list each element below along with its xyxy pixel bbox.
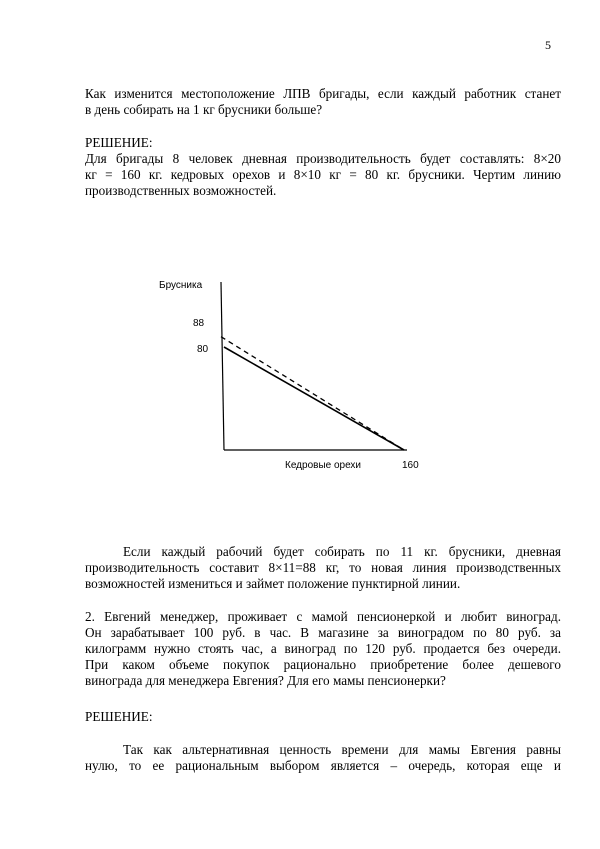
solution2-line-2: нулю, то ее рациональным выбором является – очередь, которая еще и [85,758,561,773]
x-axis-label: Кедровые орехи [285,460,362,471]
problem2-line-1: 2. Евгений менеджер, проживает с мамой пенсионеркой и любит виноград. [85,609,561,624]
problem2-line-5: винограда для менеджера Евгения? Для его мамы пенсионерки? [85,673,446,688]
solution2-paragraph [85,742,561,774]
solution1-line-2: кг = 160 кг. кедровых орехов и 8×10 кг = 80 кг. брусники. Чертим линию [85,167,561,182]
solution1-paragraph [85,151,561,199]
y-tick-label: 88 [193,318,205,329]
explanation-paragraph [85,544,561,592]
question-paragraph [85,86,561,118]
problem2-line-4: При каком объеме покупок рационально приобретение более дешевого [85,657,561,672]
problem2-line-3: килограмм нужно стоять час, а виноград по 120 руб. продается без очереди. [85,641,561,656]
explanation-line-2: производительность составит 8×11=88 кг, то новая линия производственных [85,560,561,575]
question-line-1: Как изменится местоположение ЛПВ бригады, если каждый работник станет [85,86,561,101]
y-axis [221,282,224,450]
solution1-line-3: производственных возможностей. [85,183,277,198]
solid-ppf-line [224,347,404,450]
page-number: 5 [545,38,551,52]
solution2-line-1: Так как альтернативная ценность времени для мамы Евгения равны [123,742,561,757]
solution1-line-1: Для бригады 8 человек дневная производительность будет составлять: 8×20 [85,151,561,166]
question-line-2: в день собирать на 1 кг брусники больше? [85,102,323,117]
y-axis-label: Брусника [159,280,203,291]
solution2-heading: РЕШЕНИЕ: [85,709,153,724]
dashed-ppf-line [221,337,404,450]
explanation-line-1: Если каждый рабочий будет собирать по 11 кг. брусники, дневная [123,544,561,559]
solution1-heading: РЕШЕНИЕ: [85,135,153,150]
problem2-paragraph [85,609,561,689]
production-possibilities-chart [150,270,440,480]
explanation-line-3: возможностей измениться и займет положение пунктирной линии. [85,576,461,591]
y-tick-label: 80 [197,344,209,355]
x-tick-label: 160 [402,460,419,471]
problem2-line-2: Он зарабатывает 100 руб. в час. В магазине за виноградом по 80 руб. за [85,625,561,640]
